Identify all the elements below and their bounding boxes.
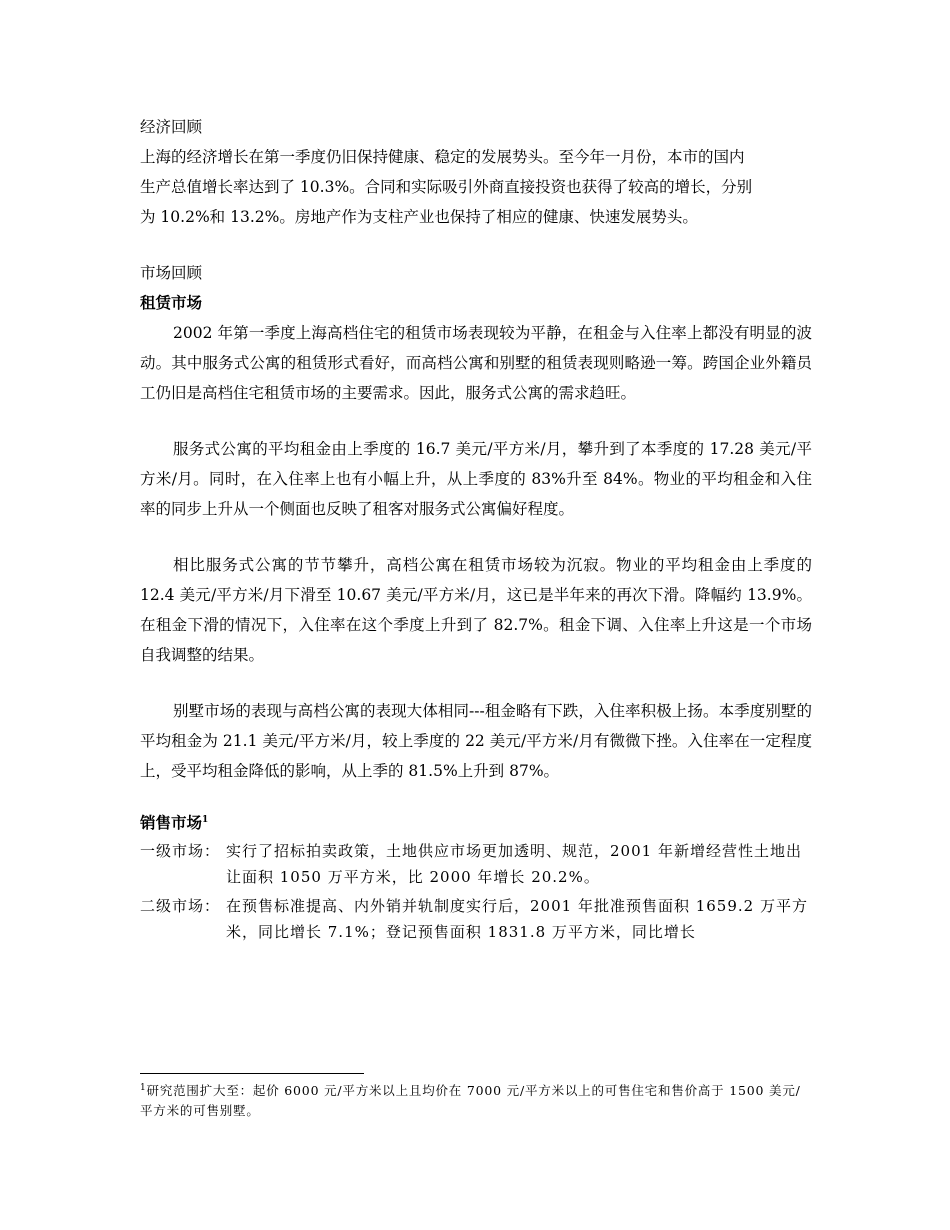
spacer [140, 786, 812, 808]
footnote [140, 1081, 812, 1121]
sales-item-text: 在预售标准提高、内外销并轨制度实行后，2001 年批准预售面积 1659.2 万平方米，同比增长 7.1%；登记预售面积 1831.8 万平方米，同比增长 [226, 897, 808, 941]
document-body [140, 112, 812, 948]
rental-paragraph-4: 别墅市场的表现与高档公寓的表现大体相同---租金略有下跌，入住率积极上扬。本季度别墅的平均租金为 21.1 美元/平方米/月，较上季度的 22 美元/平方米/月有微微下挫。入住率在一定程度上，受平均租金降低的影响，从上季的 81.5%上升到 87%。 [140, 702, 812, 780]
economy-line-2: 生产总值增长率达到了 10.3%。合同和实际吸引外商直接投资也获得了较高的增长，分别 [140, 178, 753, 196]
rental-paragraph-2: 服务式公寓的平均租金由上季度的 16.7 美元/平方米/月，攀升到了本季度的 17.28 美元/平方米/月。同时，在入住率上也有小幅上升，从上季度的 83%升至 84%。物业的平均租金和入住率的同步上升从一个侧面也反映了租客对服务式公寓偏好程度。 [140, 440, 812, 518]
sales-item-text: 实行了招标拍卖政策，土地供应市场更加透明、规范，2001 年新增经营性土地出让面积 1050 万平方米，比 2000 年增长 20.2%。 [226, 842, 802, 886]
footnote-text: 研究范围扩大至：起价 6000 元/平方米以上且均价在 7000 元/平方米以上的可售住宅和售价高于 1500 美元/平方米的可售别墅。 [140, 1083, 801, 1118]
rental-heading: 租赁市场 [140, 293, 203, 312]
sales-heading [140, 808, 812, 838]
sales-item-secondary [140, 893, 812, 945]
sales-item-primary [140, 838, 812, 890]
rental-paragraph-1: 2002 年第一季度上海高档住宅的租赁市场表现较为平静，在租金与入住率上都没有明显的波动。其中服务式公寓的租赁形式看好，而高档公寓和别墅的租赁表现则略逊一筹。跨国企业外籍员工仍旧是高档住宅租赁市场的主要需求。因此，服务式公寓的需求趋旺。 [140, 324, 812, 402]
sales-heading-text: 销售市场 [140, 813, 203, 832]
economy-line-1: 上海的经济增长在第一季度仍旧保持健康、稳定的发展势头。至今年一月份，本市的国内 [140, 148, 745, 166]
footnote-mark: 1 [140, 1082, 147, 1093]
spacer [140, 670, 812, 696]
spacer [140, 232, 812, 258]
sales-footnote-mark[interactable]: 1 [202, 814, 209, 825]
sales-item-label: 二级市场： [140, 897, 221, 915]
rental-paragraph-3: 相比服务式公寓的节节攀升，高档公寓在租赁市场较为沉寂。物业的平均租金由上季度的 12.4 美元/平方米/月下滑至 10.67 美元/平方米/月，这已是半年来的再次下滑。降幅约 13.9%。在租金下滑的情况下，入住率在这个季度上升到了 82.7%。租金下调、入住率上升这是一个市场自我调整的结果。 [140, 556, 812, 664]
footnote-divider [140, 1073, 364, 1074]
sales-item-label: 一级市场： [140, 842, 221, 860]
spacer [140, 524, 812, 550]
market-heading: 市场回顾 [140, 264, 203, 282]
economy-heading: 经济回顾 [140, 118, 203, 136]
economy-line-3: 为 10.2%和 13.2%。房地产作为支柱产业也保持了相应的健康、快速发展势头。 [140, 208, 698, 226]
spacer [140, 408, 812, 434]
